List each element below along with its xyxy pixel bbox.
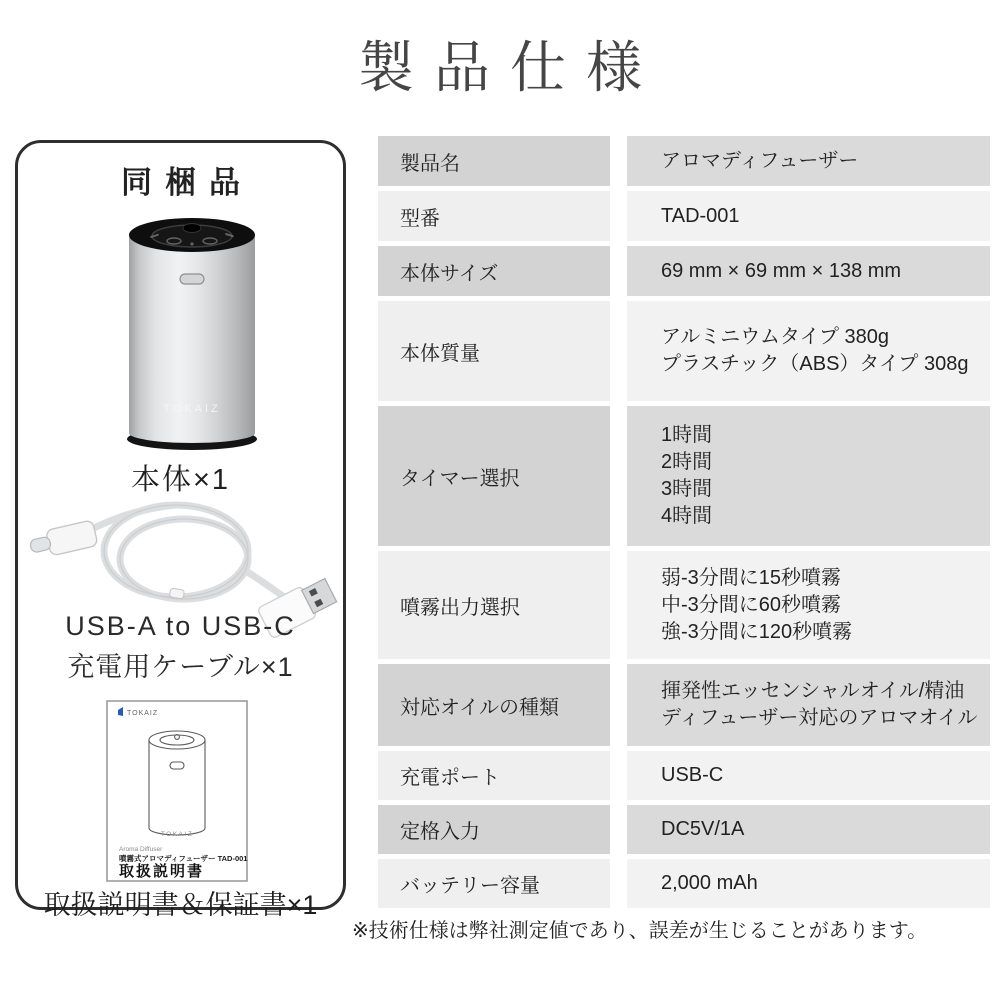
usb-c-connector (28, 520, 98, 560)
diffuser-device-image (116, 205, 268, 455)
table-row (378, 136, 990, 186)
spec-label: 製品名 (378, 136, 610, 186)
spec-value (627, 859, 990, 908)
table-row (378, 551, 990, 659)
spec-label: 本体サイズ (378, 246, 610, 296)
spec-label: 型番 (378, 191, 610, 241)
spec-label: 対応オイルの種類 (378, 664, 610, 746)
table-row (378, 246, 990, 296)
spec-label: 本体質量 (378, 301, 610, 401)
spec-value (627, 406, 990, 546)
manual-booklet-image (106, 700, 248, 882)
manual-drawing-brand: TOKAIZ (160, 831, 194, 838)
spec-label: 定格入力 (378, 805, 610, 854)
spec-label: 充電ポート (378, 751, 610, 800)
manual-brand-text: TOKAIZ (127, 710, 159, 717)
table-row (378, 191, 990, 241)
spec-value-line: 強-3分間に120秒噴霧 (661, 620, 853, 643)
spec-label: バッテリー容量 (378, 859, 610, 908)
spec-value-line: TAD-001 (661, 204, 740, 227)
device-caption: 本体×1 (130, 464, 231, 496)
spec-value (627, 301, 990, 401)
manual-title-text: 取扱説明書 (119, 863, 205, 880)
spec-value (627, 805, 990, 854)
spec-value-line: 3時間 (661, 478, 713, 500)
table-row (378, 664, 990, 746)
device-brand-label: TOKAIZ (163, 403, 221, 415)
spec-label: タイマー選択 (378, 406, 610, 546)
spec-value (627, 136, 990, 186)
spec-value (627, 751, 990, 800)
footnote: ※技術仕様は弊社測定値であり、誤差が生じることがあります。 (352, 920, 928, 942)
spec-value-line: ディフューザー対応のアロマオイル (661, 707, 978, 729)
spec-value-line: 4時間 (661, 505, 713, 527)
spec-value-line: 2時間 (661, 451, 713, 473)
spec-value (627, 664, 990, 746)
table-row (378, 751, 990, 800)
included-items-title: 同梱品 (121, 165, 253, 200)
spec-value (627, 551, 990, 659)
spec-value-line: アロマディフューザー (661, 149, 859, 172)
cable-caption-line1: USB-A to USB-C (65, 611, 296, 641)
spec-value (627, 246, 990, 296)
spec-value-line: 69 mm × 69 mm × 138 mm (661, 259, 902, 282)
cable-caption-line2: 充電用ケーブル×1 (67, 652, 294, 682)
spec-value-line: アルミニウムタイプ 380g (661, 326, 890, 348)
manual-caption: 取扱説明書＆保証書×1 (43, 890, 318, 920)
device-indicator-light (180, 274, 204, 284)
mist-nozzle-icon (183, 224, 201, 233)
page-title: 製品仕様 (358, 36, 662, 99)
manual-subtitle-en: Aroma Diffuser (119, 846, 163, 853)
spec-table (378, 136, 990, 913)
spec-value-line: DC5V/1A (661, 818, 745, 840)
spec-value-line: 2,000 mAh (661, 872, 758, 894)
cable-tie (169, 588, 184, 599)
included-items-panel (15, 140, 346, 920)
spec-value-line: 中-3分間に60秒噴霧 (661, 593, 842, 616)
spec-value-line: 1時間 (661, 424, 713, 446)
table-row (378, 301, 990, 401)
spec-value-line: プラスチック（ABS）タイプ 308g (661, 353, 969, 375)
table-row (378, 406, 990, 546)
manual-product-line: 噴霧式アロマディフューザー TAD-001 (119, 854, 248, 863)
table-row (378, 859, 990, 908)
spec-label: 噴霧出力選択 (378, 551, 610, 659)
spec-value-line: 弱-3分間に15秒噴霧 (661, 566, 842, 589)
spec-value (627, 191, 990, 241)
spec-value-line: USB-C (661, 764, 724, 786)
table-row (378, 805, 990, 854)
spec-value-line: 揮発性エッセンシャルオイル/精油 (661, 680, 965, 702)
